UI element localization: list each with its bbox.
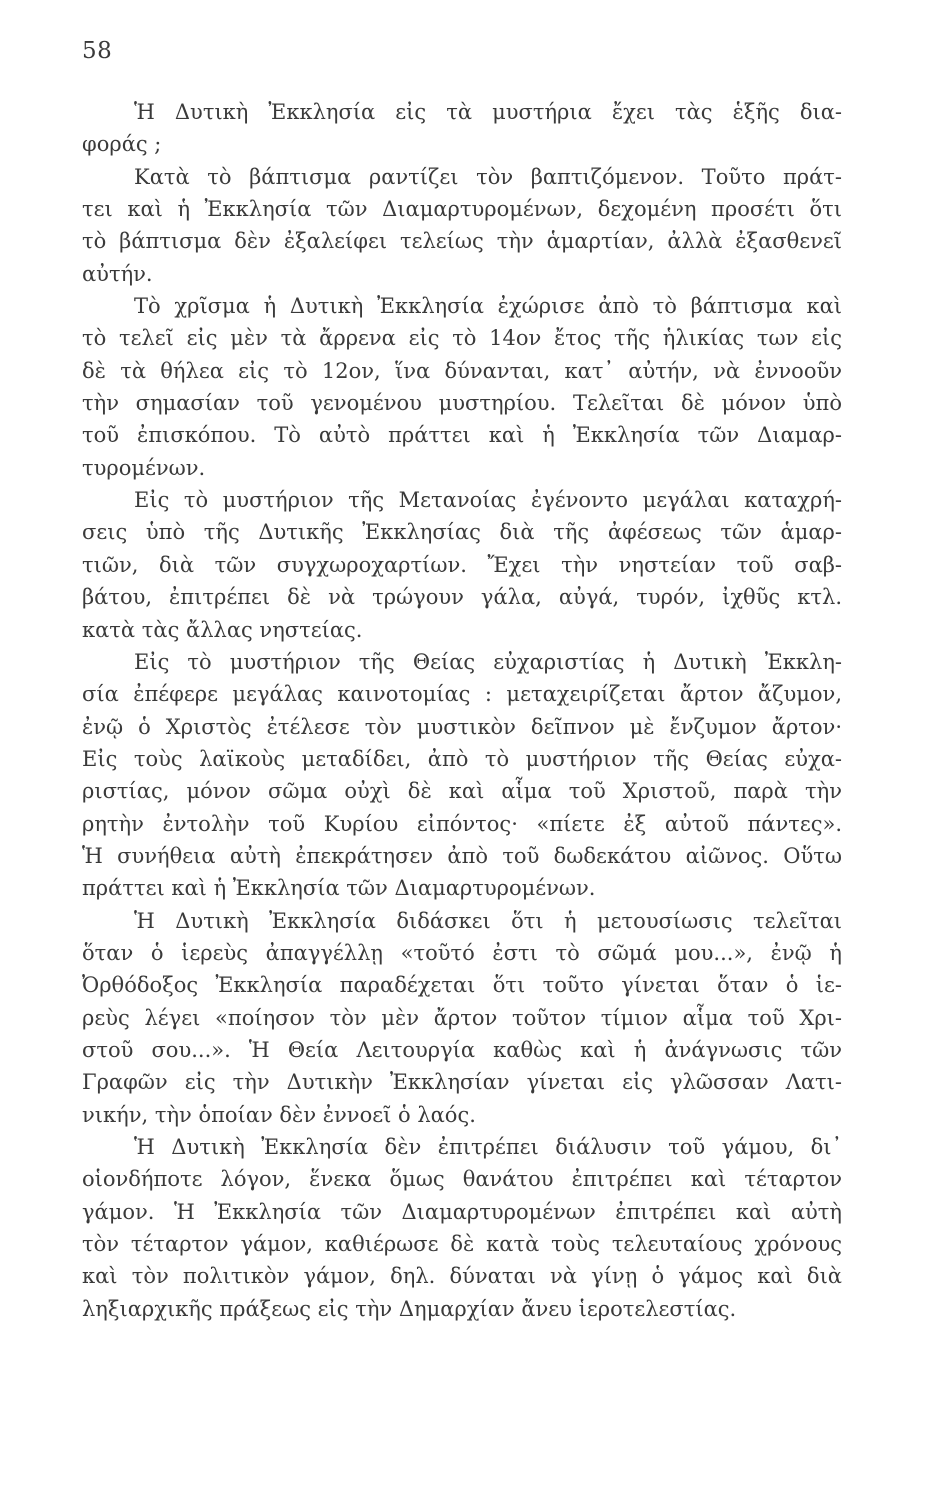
text-line: τει καὶ ἡ Ἐκκλησία τῶν Διαμαρτυρομένων, δεχομένη προσέτι ὅτι	[82, 197, 842, 222]
text-line: αὐτήν.	[82, 261, 153, 286]
text-line: Εἰς τὸ μυστήριον τῆς Θείας εὐχαριστίας ἡ Δυτικὴ Ἐκκλη-	[134, 649, 842, 674]
text-line: τυρομένων.	[82, 455, 206, 480]
text-line: πράττει καὶ ἡ Ἐκκλησία τῶν Διαμαρτυρομένων.	[82, 876, 596, 901]
text-line: ρεὺς λέγει «ποίησον τὸν μὲν ἄρτον τοῦτον τίμιον αἷμα τοῦ Χρι-	[82, 1005, 842, 1030]
text-line: τοῦ ἐπισκόπου. Τὸ αὐτὸ πράττει καὶ ἡ Ἐκκλησία τῶν Διαμαρ-	[82, 423, 842, 448]
page-number: 58	[82, 38, 113, 64]
text-line: ρητὴν ἐντολὴν τοῦ Κυρίου εἰπόντος· «πίετε ἐξ αὐτοῦ πάντες».	[82, 811, 842, 836]
text-line: Ὀρθόδοξος Ἐκκλησία παραδέχεται ὅτι τοῦτο γίνεται ὅταν ὁ ἱε-	[82, 973, 842, 998]
body-text	[82, 96, 842, 1325]
text-line: Ἡ Δυτικὴ Ἐκκλησία δὲν ἐπιτρέπει διάλυσιν τοῦ γάμου, δι᾽	[134, 1135, 842, 1159]
text-line: τὸν τέταρτον γάμον, καθιέρωσε δὲ κατὰ τοὺς τελευταίους χρόνους	[82, 1232, 842, 1257]
text-line: Κατὰ τὸ βάπτισμα ραντίζει τὸν βαπτιζόμενον. Τοῦτο πράτ-	[134, 164, 842, 189]
text-line: Τὸ χρῖσμα ἡ Δυτικὴ Ἐκκλησία ἐχώρισε ἀπὸ τὸ βάπτισμα καὶ	[134, 294, 842, 319]
text-line: τιῶν, διὰ τῶν συγχωροχαρτίων. Ἔχει τὴν νηστείαν τοῦ σαβ-	[82, 552, 842, 577]
text-line: σεις ὑπὸ τῆς Δυτικῆς Ἐκκλησίας διὰ τῆς ἀφέσεως τῶν ἁμαρ-	[82, 520, 842, 545]
text-line: Ἡ συνήθεια αὐτὴ ἐπεκράτησεν ἀπὸ τοῦ δωδεκάτου αἰῶνος. Οὕτω	[82, 843, 842, 868]
text-line: τὸ βάπτισμα δὲν ἐξαλείφει τελείως τὴν ἁμαρτίαν, ἀλλὰ ἐξασθενεῖ	[82, 229, 842, 254]
text-line: στοῦ σου...». Ἡ Θεία Λειτουργία καθὼς καὶ ἡ ἀνάγνωσις τῶν	[82, 1037, 842, 1062]
text-line: σία ἐπέφερε μεγάλας καινοτομίας : μεταχειρίζεται ἄρτον ἄζυμον,	[82, 682, 842, 707]
text-line: ἐνῷ ὁ Χριστὸς ἐτέλεσε τὸν μυστικὸν δεῖπνον μὲ ἔνζυμον ἄρτον·	[82, 714, 842, 739]
text-line: δὲ τὰ θήλεα εἰς τὸ 12ον, ἵνα δύνανται, κατ᾽ αὐτήν, νὰ ἐννοοῦν	[82, 358, 842, 383]
text-line: Εἰς τοὺς λαϊκοὺς μεταδίδει, ἀπὸ τὸ μυστήριον τῆς Θείας εὐχα-	[82, 746, 842, 771]
text-line: Εἰς τὸ μυστήριον τῆς Μετανοίας ἐγένοντο μεγάλαι καταχρή-	[134, 488, 842, 513]
text-line: καὶ τὸν πολιτικὸν γάμον, δηλ. δύναται νὰ γίνῃ ὁ γάμος καὶ διὰ	[82, 1264, 842, 1289]
text-line: Ἡ Δυτικὴ Ἐκκλησία διδάσκει ὅτι ἡ μετουσίωσις τελεῖται	[134, 908, 842, 933]
text-line: ὅταν ὁ ἱερεὺς ἀπαγγέλλῃ «τοῦτό ἐστι τὸ σῶμά μου...», ἐνῷ ἡ	[82, 940, 842, 965]
text-line: βάτου, ἐπιτρέπει δὲ νὰ τρώγουν γάλα, αὐγά, τυρόν, ἰχθῦς κτλ.	[82, 585, 842, 610]
text-line: φοράς ;	[82, 132, 162, 157]
text-line: γάμον. Ἡ Ἐκκλησία τῶν Διαμαρτυρομένων ἐπιτρέπει καὶ αὐτὴ	[82, 1199, 842, 1224]
text-line: κατὰ τὰς ἄλλας νηστείας.	[82, 617, 363, 642]
text-line: οἱονδήποτε λόγον, ἕνεκα ὅμως θανάτου ἐπιτρέπει καὶ τέταρτον	[82, 1167, 842, 1192]
text-line: τὴν σημασίαν τοῦ γενομένου μυστηρίου. Τελεῖται δὲ μόνον ὑπὸ	[82, 391, 842, 416]
text-line: ληξιαρχικῆς πράξεως εἰς τὴν Δημαρχίαν ἄνευ ἱεροτελεστίας.	[82, 1296, 737, 1321]
text-line: τὸ τελεῖ εἰς μὲν τὰ ἄρρενα εἰς τὸ 14ον ἔτος τῆς ἡλικίας των εἰς	[82, 326, 842, 351]
text-line: Ἡ Δυτικὴ Ἐκκλησία εἰς τὰ μυστήρια ἔχει τὰς ἑξῆς δια-	[134, 100, 842, 124]
text-line: νικήν, τὴν ὁποίαν δὲν ἐννοεῖ ὁ λαός.	[82, 1102, 476, 1127]
text-line: Γραφῶν εἰς τὴν Δυτικὴν Ἐκκλησίαν γίνεται εἰς γλῶσσαν Λατι-	[82, 1070, 842, 1095]
text-line: ριστίας, μόνον σῶμα οὐχὶ δὲ καὶ αἷμα τοῦ Χριστοῦ, παρὰ τὴν	[82, 779, 842, 804]
